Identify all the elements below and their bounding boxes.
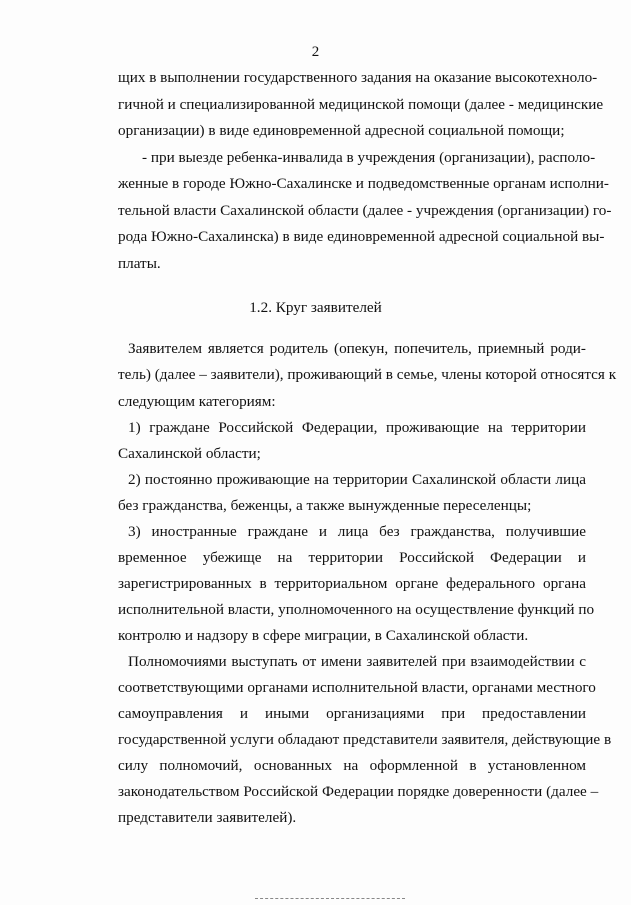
scan-edge-divider <box>255 898 405 899</box>
text-line: контролю и надзору в сфере миграции, в Сахалинской области. <box>118 627 529 644</box>
text-line: 2) постоянно проживающие на территории Сахалинской области лица <box>128 471 586 488</box>
text-line: Заявителем является родитель (опекун, попечитель, приемный роди- <box>128 340 586 357</box>
text-line: самоуправления и иными организациями при предоставлении <box>118 705 586 722</box>
text-line: тельной власти Сахалинской области (далее - учреждения (организации) го- <box>118 202 612 219</box>
text-line: законодательством Российской Федерации порядке доверенности (далее – <box>118 783 599 800</box>
text-line: временное убежище на территории Российской Федерации и <box>118 549 586 566</box>
text-line: государственной услуги обладают представители заявителя, действующие в <box>118 731 612 748</box>
text-line: - при выезде ребенка-инвалида в учреждения (организации), располо- <box>142 149 596 166</box>
text-line: Полномочиями выступать от имени заявителей при взаимодействии с <box>128 653 586 670</box>
text-line: щих в выполнении государственного задания на оказание высокотехноло- <box>118 69 598 86</box>
text-line: исполнительной власти, уполномоченного на осуществление функций по <box>118 601 595 618</box>
text-line: организации) в виде единовременной адресной социальной помощи; <box>118 122 565 139</box>
text-line: гичной и специализированной медицинской помощи (далее - медицинские <box>118 96 604 113</box>
text-line: 3) иностранные граждане и лица без гражданства, получившие <box>128 523 586 540</box>
page-number: 2 <box>311 44 320 60</box>
text-line: зарегистрированных в территориальном органе федерального органа <box>118 575 586 592</box>
text-line: представители заявителей). <box>118 809 297 826</box>
text-line: 1) граждане Российской Федерации, проживающие на территории <box>128 419 586 436</box>
text-line: силу полномочий, основанных на оформленной в установленном <box>118 757 586 774</box>
text-line: следующим категориям: <box>118 393 276 410</box>
text-line: тель) (далее – заявители), проживающий в семье, члены которой относятся к <box>118 366 617 383</box>
text-line: без гражданства, беженцы, а также вынужденные переселенцы; <box>118 497 532 514</box>
text-line: женные в городе Южно-Сахалинске и подведомственные органам исполни- <box>118 175 609 192</box>
text-line: Сахалинской области; <box>118 445 261 462</box>
text-line: платы. <box>118 255 161 272</box>
text-line: рода Южно-Сахалинска) в виде единовременной адресной социальной вы- <box>118 228 605 245</box>
section-heading: 1.2. Круг заявителей <box>249 299 382 316</box>
text-line: соответствующими органами исполнительной власти, органами местного <box>118 679 596 696</box>
